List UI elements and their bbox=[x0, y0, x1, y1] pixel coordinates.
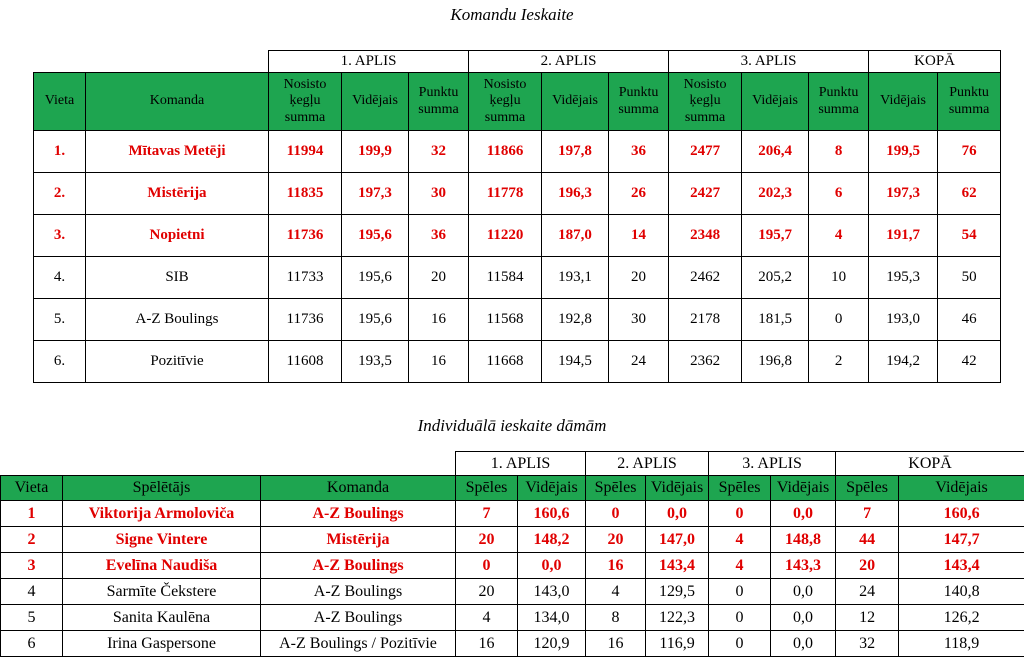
value-cell: 187,0 bbox=[542, 215, 609, 257]
value-cell: 0 bbox=[709, 501, 771, 527]
value-cell: 147,0 bbox=[646, 527, 709, 553]
header-spacer bbox=[34, 51, 269, 73]
value-cell: 122,3 bbox=[646, 605, 709, 631]
value-cell: 16 bbox=[409, 299, 469, 341]
value-cell: 195,7 bbox=[742, 215, 809, 257]
table-row bbox=[34, 215, 1001, 257]
value-cell: 194,5 bbox=[542, 341, 609, 383]
komanda-cell: Mistērija bbox=[261, 527, 456, 553]
vieta-cell: 4. bbox=[34, 257, 86, 299]
col-header-videjais-1: Vidējais bbox=[518, 476, 586, 501]
value-cell: 196,3 bbox=[542, 173, 609, 215]
vieta-cell: 6 bbox=[1, 631, 63, 657]
vieta-cell: 2. bbox=[34, 173, 86, 215]
col-header-speles-1: Spēles bbox=[456, 476, 518, 501]
speletajs-cell: Sanita Kaulēna bbox=[63, 605, 261, 631]
table-row bbox=[1, 501, 1024, 527]
value-cell: 4 bbox=[456, 605, 518, 631]
table-row bbox=[34, 299, 1001, 341]
value-cell: 197,3 bbox=[342, 173, 409, 215]
col-header-punktu-2: Punktu summa bbox=[609, 73, 669, 131]
header-spacer bbox=[1, 452, 456, 476]
table-row bbox=[34, 173, 1001, 215]
komanda-cell: A-Z Boulings bbox=[261, 579, 456, 605]
komanda-cell: A-Z Boulings bbox=[261, 501, 456, 527]
value-cell: 147,7 bbox=[899, 527, 1024, 553]
value-cell: 195,6 bbox=[342, 215, 409, 257]
value-cell: 32 bbox=[836, 631, 899, 657]
value-cell: 8 bbox=[586, 605, 646, 631]
value-cell: 2 bbox=[809, 341, 869, 383]
team-table-title: Komandu Ieskaite bbox=[450, 5, 574, 24]
value-cell: 16 bbox=[409, 341, 469, 383]
team-standings-table bbox=[33, 50, 1001, 383]
value-cell: 129,5 bbox=[646, 579, 709, 605]
value-cell: 32 bbox=[409, 131, 469, 173]
value-cell: 16 bbox=[586, 631, 646, 657]
komanda-cell: Pozitīvie bbox=[86, 341, 269, 383]
value-cell: 206,4 bbox=[742, 131, 809, 173]
value-cell: 202,3 bbox=[742, 173, 809, 215]
ladies-table-title: Individuālā ieskaite dāmām bbox=[417, 416, 607, 435]
komanda-cell: Mītavas Metēji bbox=[86, 131, 269, 173]
value-cell: 7 bbox=[456, 501, 518, 527]
vieta-cell: 2 bbox=[1, 527, 63, 553]
value-cell: 11608 bbox=[269, 341, 342, 383]
value-cell: 195,3 bbox=[869, 257, 938, 299]
col-header-videjais-1: Vidējais bbox=[342, 73, 409, 131]
col-header-videjais-3: Vidējais bbox=[742, 73, 809, 131]
col-header-videjais-2: Vidējais bbox=[646, 476, 709, 501]
value-cell: 46 bbox=[938, 299, 1001, 341]
komanda-cell: Nopietni bbox=[86, 215, 269, 257]
komanda-cell: A-Z Boulings / Pozitīvie bbox=[261, 631, 456, 657]
vieta-cell: 1. bbox=[34, 131, 86, 173]
table-row bbox=[1, 553, 1024, 579]
value-cell: 192,8 bbox=[542, 299, 609, 341]
value-cell: 2427 bbox=[669, 173, 742, 215]
col-header-punktu-1: Punktu summa bbox=[409, 73, 469, 131]
value-cell: 2477 bbox=[669, 131, 742, 173]
group-header-kopa: KOPĀ bbox=[836, 452, 1024, 476]
ladies-table-column-header-row bbox=[1, 476, 1024, 501]
col-header-nosisto-3: Nosisto ķegļu summa bbox=[669, 73, 742, 131]
value-cell: 140,8 bbox=[899, 579, 1024, 605]
value-cell: 20 bbox=[836, 553, 899, 579]
group-header-kopa: KOPĀ bbox=[869, 51, 1001, 73]
value-cell: 44 bbox=[836, 527, 899, 553]
value-cell: 143,4 bbox=[899, 553, 1024, 579]
value-cell: 116,9 bbox=[646, 631, 709, 657]
value-cell: 20 bbox=[456, 579, 518, 605]
col-header-speletajs: Spēlētājs bbox=[63, 476, 261, 501]
value-cell: 11736 bbox=[269, 215, 342, 257]
value-cell: 42 bbox=[938, 341, 1001, 383]
table-row bbox=[34, 257, 1001, 299]
value-cell: 148,8 bbox=[771, 527, 836, 553]
komanda-cell: Mistērija bbox=[86, 173, 269, 215]
value-cell: 0,0 bbox=[518, 553, 586, 579]
col-header-videjais-3: Vidējais bbox=[771, 476, 836, 501]
vieta-cell: 5. bbox=[34, 299, 86, 341]
value-cell: 199,9 bbox=[342, 131, 409, 173]
value-cell: 2348 bbox=[669, 215, 742, 257]
value-cell: 197,8 bbox=[542, 131, 609, 173]
value-cell: 0 bbox=[709, 631, 771, 657]
speletajs-cell: Irina Gaspersone bbox=[63, 631, 261, 657]
ladies-table-body bbox=[1, 501, 1024, 657]
col-header-punktu-kopa: Punktu summa bbox=[938, 73, 1001, 131]
value-cell: 0,0 bbox=[771, 605, 836, 631]
vieta-cell: 6. bbox=[34, 341, 86, 383]
table-row bbox=[1, 579, 1024, 605]
value-cell: 0 bbox=[809, 299, 869, 341]
value-cell: 36 bbox=[409, 215, 469, 257]
value-cell: 193,5 bbox=[342, 341, 409, 383]
value-cell: 4 bbox=[709, 527, 771, 553]
value-cell: 195,6 bbox=[342, 257, 409, 299]
value-cell: 0,0 bbox=[771, 631, 836, 657]
value-cell: 193,1 bbox=[542, 257, 609, 299]
value-cell: 2362 bbox=[669, 341, 742, 383]
table-row bbox=[34, 131, 1001, 173]
col-header-speles-3: Spēles bbox=[709, 476, 771, 501]
group-header-2-aplis: 2. APLIS bbox=[586, 452, 709, 476]
value-cell: 191,7 bbox=[869, 215, 938, 257]
speletajs-cell: Viktorija Armoloviča bbox=[63, 501, 261, 527]
value-cell: 11584 bbox=[469, 257, 542, 299]
value-cell: 143,0 bbox=[518, 579, 586, 605]
value-cell: 54 bbox=[938, 215, 1001, 257]
value-cell: 197,3 bbox=[869, 173, 938, 215]
value-cell: 205,2 bbox=[742, 257, 809, 299]
value-cell: 0 bbox=[456, 553, 518, 579]
value-cell: 11994 bbox=[269, 131, 342, 173]
value-cell: 11866 bbox=[469, 131, 542, 173]
value-cell: 20 bbox=[456, 527, 518, 553]
value-cell: 11835 bbox=[269, 173, 342, 215]
value-cell: 120,9 bbox=[518, 631, 586, 657]
value-cell: 126,2 bbox=[899, 605, 1024, 631]
value-cell: 24 bbox=[836, 579, 899, 605]
value-cell: 62 bbox=[938, 173, 1001, 215]
value-cell: 199,5 bbox=[869, 131, 938, 173]
value-cell: 14 bbox=[609, 215, 669, 257]
value-cell: 2462 bbox=[669, 257, 742, 299]
value-cell: 196,8 bbox=[742, 341, 809, 383]
value-cell: 0,0 bbox=[771, 579, 836, 605]
komanda-cell: A-Z Boulings bbox=[261, 553, 456, 579]
value-cell: 8 bbox=[809, 131, 869, 173]
team-table-body bbox=[34, 131, 1001, 383]
col-header-speles-2: Spēles bbox=[586, 476, 646, 501]
value-cell: 118,9 bbox=[899, 631, 1024, 657]
col-header-vieta: Vieta bbox=[1, 476, 63, 501]
value-cell: 0 bbox=[709, 579, 771, 605]
group-header-1-aplis: 1. APLIS bbox=[269, 51, 469, 73]
value-cell: 11736 bbox=[269, 299, 342, 341]
value-cell: 11778 bbox=[469, 173, 542, 215]
value-cell: 181,5 bbox=[742, 299, 809, 341]
col-header-videjais-kopa: Vidējais bbox=[869, 73, 938, 131]
value-cell: 76 bbox=[938, 131, 1001, 173]
value-cell: 4 bbox=[809, 215, 869, 257]
value-cell: 0,0 bbox=[771, 501, 836, 527]
vieta-cell: 3 bbox=[1, 553, 63, 579]
col-header-nosisto-2: Nosisto ķegļu summa bbox=[469, 73, 542, 131]
value-cell: 11668 bbox=[469, 341, 542, 383]
team-table-column-header-row bbox=[34, 73, 1001, 131]
value-cell: 0,0 bbox=[646, 501, 709, 527]
value-cell: 148,2 bbox=[518, 527, 586, 553]
vieta-cell: 4 bbox=[1, 579, 63, 605]
vieta-cell: 5 bbox=[1, 605, 63, 631]
value-cell: 26 bbox=[609, 173, 669, 215]
group-header-1-aplis: 1. APLIS bbox=[456, 452, 586, 476]
value-cell: 20 bbox=[586, 527, 646, 553]
value-cell: 16 bbox=[586, 553, 646, 579]
col-header-nosisto-1: Nosisto ķegļu summa bbox=[269, 73, 342, 131]
table-row bbox=[1, 605, 1024, 631]
value-cell: 24 bbox=[609, 341, 669, 383]
value-cell: 0 bbox=[586, 501, 646, 527]
col-header-vieta: Vieta bbox=[34, 73, 86, 131]
col-header-punktu-3: Punktu summa bbox=[809, 73, 869, 131]
value-cell: 195,6 bbox=[342, 299, 409, 341]
value-cell: 11568 bbox=[469, 299, 542, 341]
col-header-videjais-2: Vidējais bbox=[542, 73, 609, 131]
value-cell: 2178 bbox=[669, 299, 742, 341]
vieta-cell: 1 bbox=[1, 501, 63, 527]
value-cell: 16 bbox=[456, 631, 518, 657]
komanda-cell: A-Z Boulings bbox=[261, 605, 456, 631]
team-table-group-header-row bbox=[34, 51, 1001, 73]
value-cell: 50 bbox=[938, 257, 1001, 299]
value-cell: 193,0 bbox=[869, 299, 938, 341]
value-cell: 20 bbox=[609, 257, 669, 299]
value-cell: 143,4 bbox=[646, 553, 709, 579]
table-row bbox=[1, 527, 1024, 553]
value-cell: 4 bbox=[709, 553, 771, 579]
value-cell: 30 bbox=[609, 299, 669, 341]
value-cell: 11733 bbox=[269, 257, 342, 299]
group-header-2-aplis: 2. APLIS bbox=[469, 51, 669, 73]
col-header-videjais-kopa: Vidējais bbox=[899, 476, 1024, 501]
vieta-cell: 3. bbox=[34, 215, 86, 257]
value-cell: 143,3 bbox=[771, 553, 836, 579]
value-cell: 36 bbox=[609, 131, 669, 173]
value-cell: 11220 bbox=[469, 215, 542, 257]
table-row bbox=[34, 341, 1001, 383]
value-cell: 7 bbox=[836, 501, 899, 527]
value-cell: 160,6 bbox=[899, 501, 1024, 527]
value-cell: 12 bbox=[836, 605, 899, 631]
value-cell: 10 bbox=[809, 257, 869, 299]
ladies-individual-table bbox=[0, 451, 1024, 657]
speletajs-cell: Evelīna Naudiša bbox=[63, 553, 261, 579]
col-header-komanda: Komanda bbox=[86, 73, 269, 131]
speletajs-cell: Sarmīte Čekstere bbox=[63, 579, 261, 605]
col-header-komanda: Komanda bbox=[261, 476, 456, 501]
value-cell: 160,6 bbox=[518, 501, 586, 527]
value-cell: 0 bbox=[709, 605, 771, 631]
table-row bbox=[1, 631, 1024, 657]
group-header-3-aplis: 3. APLIS bbox=[669, 51, 869, 73]
value-cell: 20 bbox=[409, 257, 469, 299]
col-header-speles-kopa: Spēles bbox=[836, 476, 899, 501]
value-cell: 30 bbox=[409, 173, 469, 215]
value-cell: 134,0 bbox=[518, 605, 586, 631]
komanda-cell: SIB bbox=[86, 257, 269, 299]
speletajs-cell: Signe Vintere bbox=[63, 527, 261, 553]
value-cell: 4 bbox=[586, 579, 646, 605]
ladies-table-group-header-row bbox=[1, 452, 1024, 476]
value-cell: 6 bbox=[809, 173, 869, 215]
value-cell: 194,2 bbox=[869, 341, 938, 383]
group-header-3-aplis: 3. APLIS bbox=[709, 452, 836, 476]
komanda-cell: A-Z Boulings bbox=[86, 299, 269, 341]
